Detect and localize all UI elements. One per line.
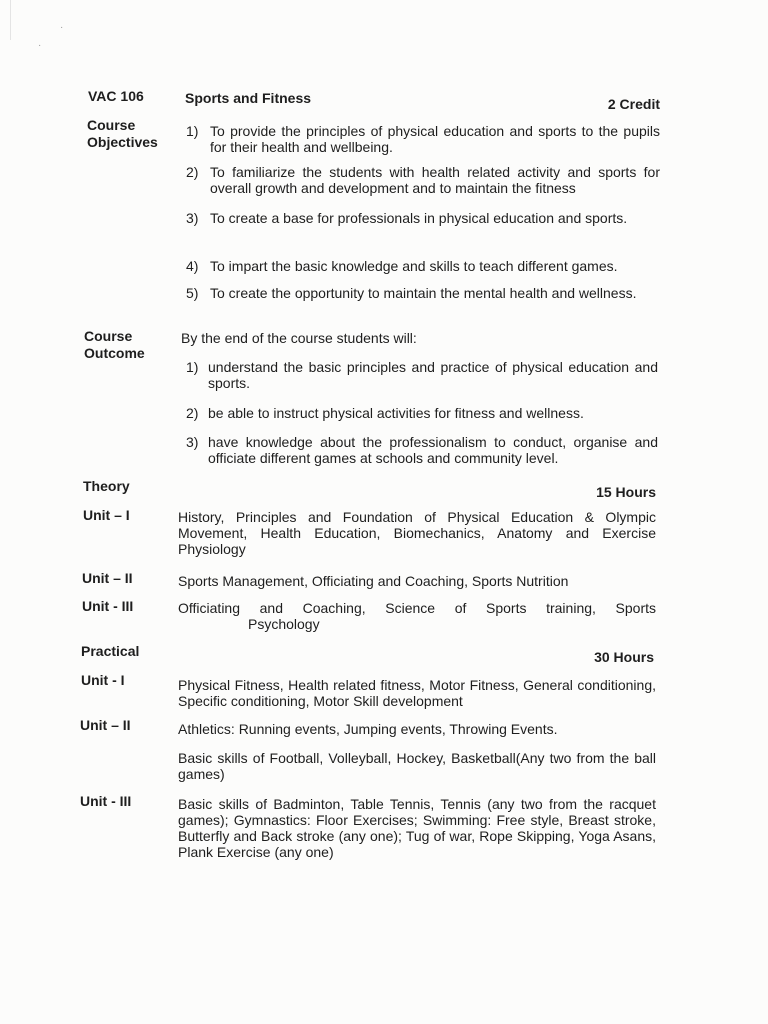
course-code: VAC 106 (88, 88, 144, 104)
theory-unit-1-text: History, Principles and Foundation of Physical Education & Olympic Movement, Health Education, Biomechanics, Anatomy and Exercise Physiology (178, 509, 656, 557)
practical-unit-3-label: Unit - III (80, 793, 132, 809)
theory-unit-2-text: Sports Management, Officiating and Coaching, Sports Nutrition (178, 573, 569, 589)
course-credit: 2 Credit (607, 96, 660, 112)
objective-item: 3) To create a base for professionals in physical education and sports. (186, 210, 628, 226)
theory-unit-1-label: Unit – I (83, 507, 130, 523)
theory-hours: 15 Hours (596, 484, 656, 500)
course-title: Sports and Fitness (185, 90, 312, 106)
practical-label: Practical (81, 643, 140, 659)
theory-unit-2-label: Unit – II (82, 570, 133, 586)
outcome-item: 1) understand the basic principles and practice of physical education and sports. (186, 359, 658, 391)
theory-unit-3-text: Officiating and Coaching, Science of Sports training, Sports Psychology (178, 600, 656, 632)
practical-unit-1-text: Physical Fitness, Health related fitness, Motor Fitness, General conditioning, Specific conditioning, Motor Skill development (178, 677, 656, 709)
practical-unit-2-text-2: Basic skills of Football, Volleyball, Hockey, Basketball(Any two from the ball games) (178, 750, 656, 782)
objective-item: 4) To impart the basic knowledge and skills to teach different games. (186, 258, 618, 274)
scan-edge-mark (10, 0, 11, 40)
outcome-item: 2) be able to instruct physical activities for fitness and wellness. (186, 405, 584, 421)
practical-unit-2-label: Unit – II (80, 717, 131, 733)
practical-unit-1-label: Unit - I (81, 672, 125, 688)
objectives-label: Course Objectives (87, 117, 158, 150)
outcome-item: 3) have knowledge about the professionalism to conduct, organise and officiate different games at schools and community level. (186, 434, 658, 466)
outcome-intro: By the end of the course students will: (181, 330, 417, 346)
outcome-label: Course Outcome (84, 328, 145, 361)
objective-item: 1) To provide the principles of physical education and sports to the pupils for their health and wellbeing. (186, 123, 660, 155)
scan-speck: · (60, 22, 64, 33)
practical-hours: 30 Hours (594, 649, 654, 665)
practical-unit-3-text: Basic skills of Badminton, Table Tennis, Tennis (any two from the racquet games); Gymnastics: Floor Exercises; Swimming: Free style, Breast stroke, Butterfly and Back stroke (any one); Tug of war, Rope Skipping, Yoga Asans, Plank Exercise (any one) (178, 796, 656, 860)
practical-unit-2-text: Athletics: Running events, Jumping events, Throwing Events. (178, 721, 558, 737)
theory-label: Theory (83, 478, 130, 494)
theory-unit-3-label: Unit - III (82, 598, 134, 614)
objective-item: 5) To create the opportunity to maintain the mental health and wellness. (186, 285, 637, 301)
objective-item: 2) To familiarize the students with health related activity and sports for overall growth and development and to maintain the fitness (186, 164, 660, 196)
scan-speck: · (38, 40, 42, 51)
